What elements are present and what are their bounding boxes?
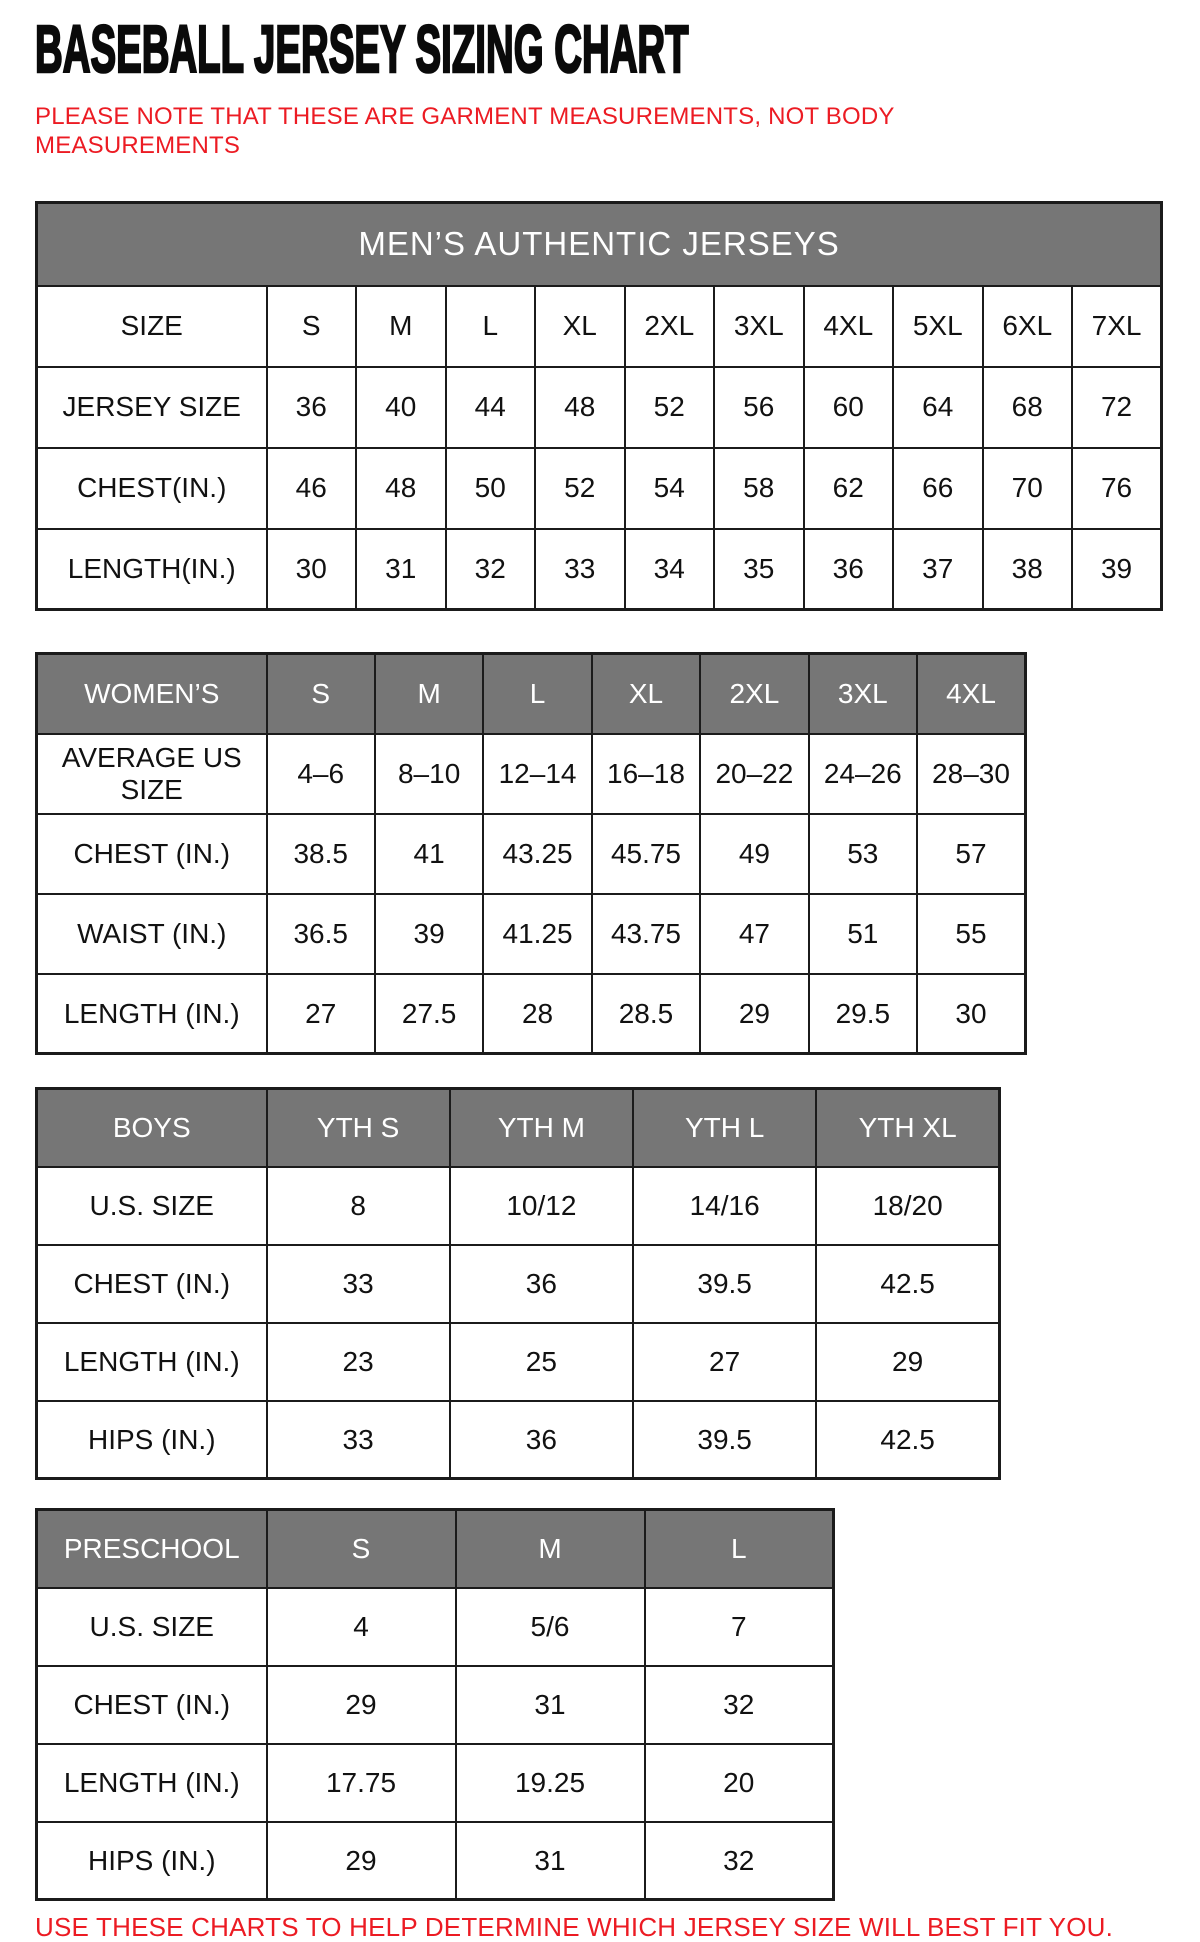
mens-col-header: L bbox=[446, 286, 536, 367]
womens-value-cell: 38.5 bbox=[267, 814, 375, 894]
mens-value-cell: 56 bbox=[714, 367, 804, 448]
mens-value-cell: 32 bbox=[446, 529, 536, 610]
mens-value-cell: 60 bbox=[804, 367, 894, 448]
footer-note: USE THESE CHARTS TO HELP DETERMINE WHICH JERSEY SIZE WILL BEST FIT YOU. bbox=[35, 1912, 1114, 1942]
preschool-value-cell: 31 bbox=[456, 1822, 645, 1900]
mens-value-cell: 36 bbox=[804, 529, 894, 610]
womens-value-cell: 47 bbox=[700, 894, 808, 974]
mens-value-cell: 58 bbox=[714, 448, 804, 529]
womens-col-header: 3XL bbox=[809, 654, 917, 734]
womens-value-cell: 41.25 bbox=[483, 894, 591, 974]
boys-value-cell: 25 bbox=[450, 1323, 633, 1401]
preschool-col-header: M bbox=[456, 1510, 645, 1588]
boys-col-header: YTH M bbox=[450, 1089, 633, 1167]
boys-value-cell: 27 bbox=[633, 1323, 816, 1401]
mens-row-label: LENGTH(IN.) bbox=[37, 529, 267, 610]
preschool-value-cell: 17.75 bbox=[267, 1744, 456, 1822]
mens-col-header: M bbox=[356, 286, 446, 367]
womens-col-header: M bbox=[375, 654, 483, 734]
womens-row-label: LENGTH (IN.) bbox=[37, 974, 267, 1054]
boys-value-cell: 14/16 bbox=[633, 1167, 816, 1245]
womens-value-cell: 24–26 bbox=[809, 734, 917, 814]
womens-value-cell: 51 bbox=[809, 894, 917, 974]
mens-value-cell: 30 bbox=[267, 529, 357, 610]
mens-value-cell: 66 bbox=[893, 448, 983, 529]
womens-value-cell: 12–14 bbox=[483, 734, 591, 814]
boys-value-cell: 36 bbox=[450, 1245, 633, 1323]
womens-value-cell: 55 bbox=[917, 894, 1025, 974]
preschool-value-cell: 29 bbox=[267, 1822, 456, 1900]
womens-value-cell: 27.5 bbox=[375, 974, 483, 1054]
womens-value-cell: 43.75 bbox=[592, 894, 700, 974]
mens-value-cell: 31 bbox=[356, 529, 446, 610]
mens-value-cell: 72 bbox=[1072, 367, 1162, 448]
preschool-row-label: LENGTH (IN.) bbox=[37, 1744, 267, 1822]
mens-value-cell: 38 bbox=[983, 529, 1073, 610]
boys-sizing-table bbox=[35, 1087, 1001, 1480]
mens-banner-title: MEN’S AUTHENTIC JERSEYS bbox=[37, 203, 1162, 286]
boys-row-label: HIPS (IN.) bbox=[37, 1401, 267, 1479]
mens-row-label: CHEST(IN.) bbox=[37, 448, 267, 529]
preschool-value-cell: 20 bbox=[645, 1744, 834, 1822]
preschool-value-cell: 4 bbox=[267, 1588, 456, 1666]
boys-value-cell: 10/12 bbox=[450, 1167, 633, 1245]
preschool-value-cell: 31 bbox=[456, 1666, 645, 1744]
mens-value-cell: 35 bbox=[714, 529, 804, 610]
mens-value-cell: 50 bbox=[446, 448, 536, 529]
mens-value-cell: 68 bbox=[983, 367, 1073, 448]
boys-value-cell: 8 bbox=[267, 1167, 450, 1245]
boys-row-label: CHEST (IN.) bbox=[37, 1245, 267, 1323]
boys-value-cell: 36 bbox=[450, 1401, 633, 1479]
womens-value-cell: 36.5 bbox=[267, 894, 375, 974]
garment-measurement-note: PLEASE NOTE THAT THESE ARE GARMENT MEASUREMENTS, NOT BODY MEASUREMENTS bbox=[35, 103, 895, 159]
mens-value-cell: 34 bbox=[625, 529, 715, 610]
mens-col-header: 3XL bbox=[714, 286, 804, 367]
preschool-header-label: PRESCHOOL bbox=[37, 1510, 267, 1588]
mens-value-cell: 33 bbox=[535, 529, 625, 610]
womens-col-header: 2XL bbox=[700, 654, 808, 734]
womens-col-header: L bbox=[483, 654, 591, 734]
mens-value-cell: 37 bbox=[893, 529, 983, 610]
womens-value-cell: 20–22 bbox=[700, 734, 808, 814]
mens-col-header: S bbox=[267, 286, 357, 367]
preschool-value-cell: 5/6 bbox=[456, 1588, 645, 1666]
womens-value-cell: 41 bbox=[375, 814, 483, 894]
mens-value-cell: 62 bbox=[804, 448, 894, 529]
boys-value-cell: 18/20 bbox=[816, 1167, 999, 1245]
preschool-value-cell: 19.25 bbox=[456, 1744, 645, 1822]
womens-value-cell: 57 bbox=[917, 814, 1025, 894]
mens-col-header: 5XL bbox=[893, 286, 983, 367]
preschool-value-cell: 7 bbox=[645, 1588, 834, 1666]
mens-sizing-table bbox=[35, 201, 1163, 611]
womens-value-cell: 28.5 bbox=[592, 974, 700, 1054]
womens-value-cell: 53 bbox=[809, 814, 917, 894]
mens-value-cell: 44 bbox=[446, 367, 536, 448]
preschool-value-cell: 29 bbox=[267, 1666, 456, 1744]
mens-value-cell: 36 bbox=[267, 367, 357, 448]
womens-sizing-table bbox=[35, 652, 1027, 1055]
boys-value-cell: 42.5 bbox=[816, 1401, 999, 1479]
boys-col-header: YTH L bbox=[633, 1089, 816, 1167]
preschool-col-header: S bbox=[267, 1510, 456, 1588]
boys-row-label: LENGTH (IN.) bbox=[37, 1323, 267, 1401]
boys-col-header: YTH S bbox=[267, 1089, 450, 1167]
mens-value-cell: 39 bbox=[1072, 529, 1162, 610]
womens-value-cell: 43.25 bbox=[483, 814, 591, 894]
womens-value-cell: 45.75 bbox=[592, 814, 700, 894]
preschool-row-label: CHEST (IN.) bbox=[37, 1666, 267, 1744]
mens-header-label: SIZE bbox=[37, 286, 267, 367]
womens-value-cell: 27 bbox=[267, 974, 375, 1054]
boys-value-cell: 23 bbox=[267, 1323, 450, 1401]
boys-header-label: BOYS bbox=[37, 1089, 267, 1167]
preschool-row-label: U.S. SIZE bbox=[37, 1588, 267, 1666]
womens-value-cell: 28 bbox=[483, 974, 591, 1054]
womens-row-label: WAIST (IN.) bbox=[37, 894, 267, 974]
mens-value-cell: 40 bbox=[356, 367, 446, 448]
mens-col-header: 2XL bbox=[625, 286, 715, 367]
womens-value-cell: 28–30 bbox=[917, 734, 1025, 814]
preschool-col-header: L bbox=[645, 1510, 834, 1588]
boys-value-cell: 39.5 bbox=[633, 1245, 816, 1323]
womens-value-cell: 8–10 bbox=[375, 734, 483, 814]
boys-value-cell: 29 bbox=[816, 1323, 999, 1401]
mens-value-cell: 64 bbox=[893, 367, 983, 448]
tables-container bbox=[0, 201, 1200, 1901]
mens-row-label: JERSEY SIZE bbox=[37, 367, 267, 448]
womens-row-label: AVERAGE US SIZE bbox=[37, 734, 267, 814]
mens-value-cell: 52 bbox=[625, 367, 715, 448]
mens-col-header: 4XL bbox=[804, 286, 894, 367]
boys-row-label: U.S. SIZE bbox=[37, 1167, 267, 1245]
page-title: BASEBALL JERSEY SIZING CHART bbox=[35, 11, 689, 87]
preschool-value-cell: 32 bbox=[645, 1666, 834, 1744]
womens-col-header: 4XL bbox=[917, 654, 1025, 734]
womens-value-cell: 39 bbox=[375, 894, 483, 974]
boys-col-header: YTH XL bbox=[816, 1089, 999, 1167]
womens-header-label: WOMEN’S bbox=[37, 654, 267, 734]
womens-value-cell: 16–18 bbox=[592, 734, 700, 814]
womens-value-cell: 29 bbox=[700, 974, 808, 1054]
womens-value-cell: 30 bbox=[917, 974, 1025, 1054]
preschool-sizing-table bbox=[35, 1508, 835, 1901]
mens-col-header: 6XL bbox=[983, 286, 1073, 367]
mens-value-cell: 54 bbox=[625, 448, 715, 529]
mens-value-cell: 76 bbox=[1072, 448, 1162, 529]
mens-value-cell: 48 bbox=[356, 448, 446, 529]
mens-value-cell: 70 bbox=[983, 448, 1073, 529]
mens-value-cell: 46 bbox=[267, 448, 357, 529]
preschool-value-cell: 32 bbox=[645, 1822, 834, 1900]
boys-value-cell: 39.5 bbox=[633, 1401, 816, 1479]
womens-col-header: S bbox=[267, 654, 375, 734]
preschool-row-label: HIPS (IN.) bbox=[37, 1822, 267, 1900]
womens-value-cell: 4–6 bbox=[267, 734, 375, 814]
boys-value-cell: 42.5 bbox=[816, 1245, 999, 1323]
womens-value-cell: 29.5 bbox=[809, 974, 917, 1054]
mens-col-header: 7XL bbox=[1072, 286, 1162, 367]
boys-value-cell: 33 bbox=[267, 1245, 450, 1323]
womens-value-cell: 49 bbox=[700, 814, 808, 894]
mens-value-cell: 48 bbox=[535, 367, 625, 448]
mens-value-cell: 52 bbox=[535, 448, 625, 529]
womens-col-header: XL bbox=[592, 654, 700, 734]
womens-row-label: CHEST (IN.) bbox=[37, 814, 267, 894]
boys-value-cell: 33 bbox=[267, 1401, 450, 1479]
mens-col-header: XL bbox=[535, 286, 625, 367]
